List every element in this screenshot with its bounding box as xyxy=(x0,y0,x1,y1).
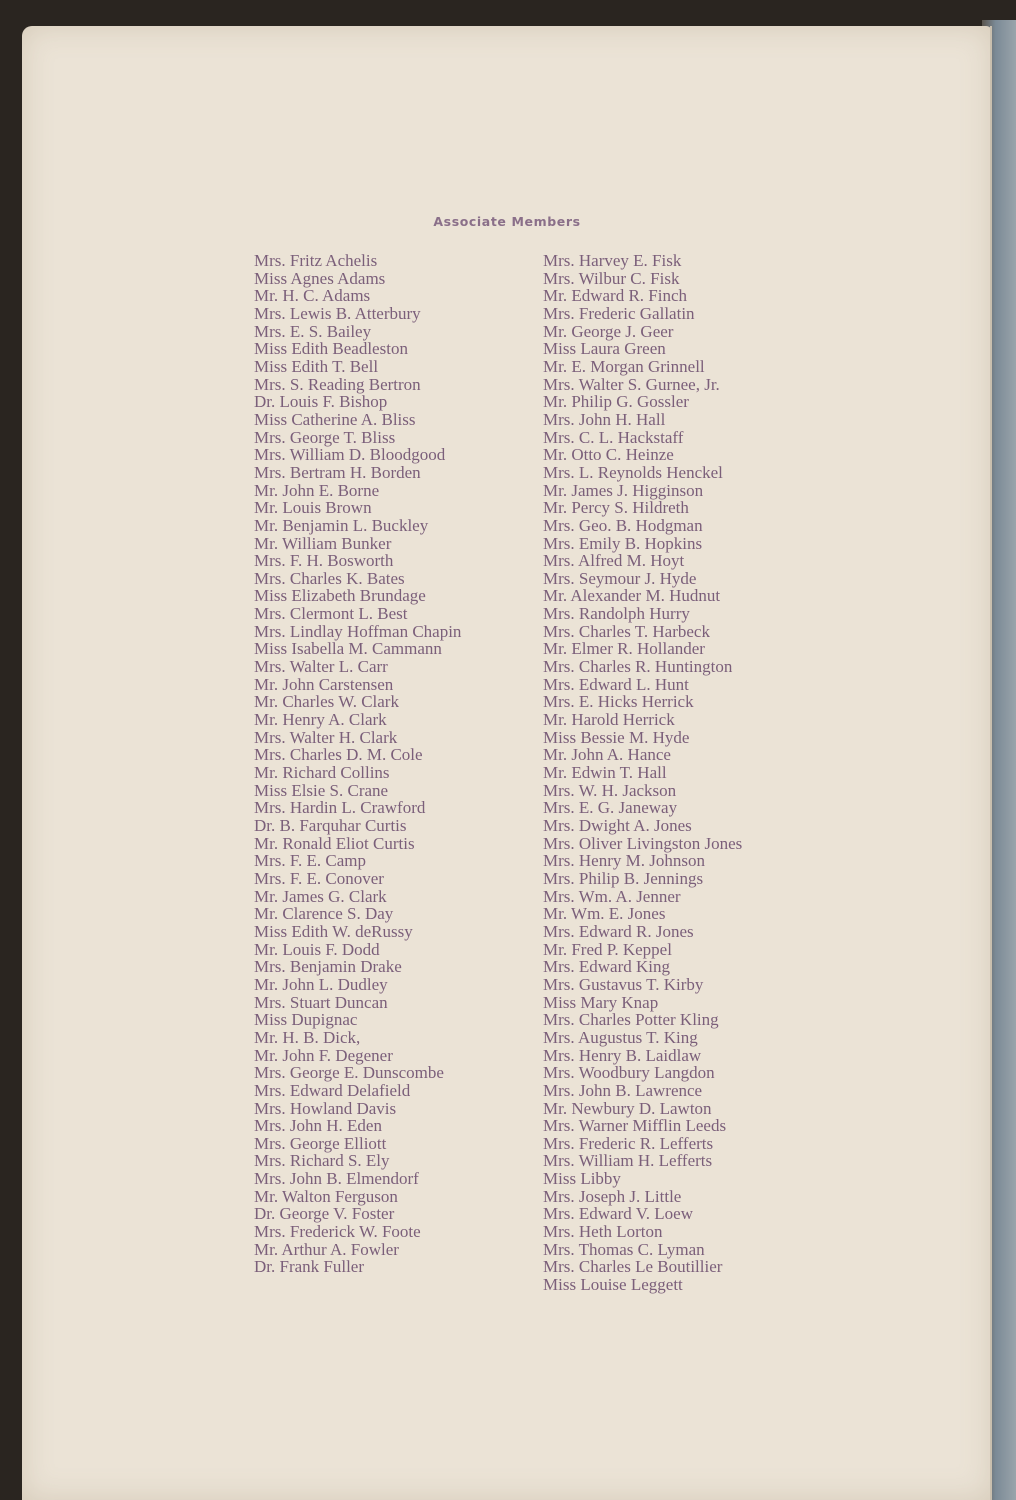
member-name: Mr. Clarence S. Day xyxy=(254,904,394,924)
member-name: Mrs. E. G. Janeway xyxy=(543,798,678,818)
member-name: Mrs. Charles Le Boutillier xyxy=(543,1257,723,1277)
member-name: Mrs. Dwight A. Jones xyxy=(543,816,692,835)
member-name: Mrs. Seymour J. Hyde xyxy=(543,568,697,588)
member-name: Mrs. Edward King xyxy=(543,957,671,977)
member-name: Mrs. C. L. Hackstaff xyxy=(543,427,684,447)
member-name: Mrs. George T. Bliss xyxy=(254,427,396,447)
member-name: Mrs. F. E. Conover xyxy=(254,868,384,888)
member-name: Miss Edith Beadleston xyxy=(254,339,408,359)
member-name: Mrs. Alfred M. Hoyt xyxy=(543,551,685,571)
member-name: Mr. George J. Geer xyxy=(543,321,674,341)
member-name: Mr. Percy S. Hildreth xyxy=(543,498,689,518)
member-name: Mrs. William D. Bloodgood xyxy=(254,445,446,465)
member-name: Mr. Arthur A. Fowler xyxy=(254,1239,399,1259)
left-member-column xyxy=(254,252,461,1276)
member-name: Miss Isabella M. Cammann xyxy=(254,639,442,659)
page-heading: Associate Members xyxy=(433,214,581,229)
member-name: Mr. Walton Ferguson xyxy=(254,1186,398,1206)
member-name: Mrs. Lindlay Hoffman Chapin xyxy=(254,621,462,641)
member-name: Mrs. Clermont L. Best xyxy=(254,604,408,624)
member-name: Mr. John E. Borne xyxy=(254,480,380,500)
member-name: Mr. E. Morgan Grinnell xyxy=(543,356,705,376)
member-name: Mrs. Charles D. M. Cole xyxy=(254,745,423,765)
member-name: Miss Agnes Adams xyxy=(254,268,386,288)
member-name: Mrs. John B. Elmendorf xyxy=(254,1169,419,1189)
member-name: Mrs. Edward L. Hunt xyxy=(543,674,689,694)
member-name: Mr. Charles W. Clark xyxy=(254,692,399,712)
member-name: Dr. George V. Foster xyxy=(254,1204,395,1224)
member-name: Mr. John A. Hance xyxy=(543,745,671,765)
member-name: Mrs. Charles R. Huntington xyxy=(543,657,733,677)
member-name: Mrs. Hardin L. Crawford xyxy=(254,798,426,818)
member-name: Mrs. Edward V. Loew xyxy=(543,1204,693,1224)
member-name: Mr. John L. Dudley xyxy=(254,974,388,994)
member-name: Mrs. Stuart Duncan xyxy=(254,992,388,1012)
member-name: Miss Edith T. Bell xyxy=(254,356,379,376)
member-name: Mrs. Warner Mifflin Leeds xyxy=(543,1116,727,1136)
member-name: Mrs. George Elliott xyxy=(254,1133,387,1153)
member-name: Mr. James J. Higginson xyxy=(543,480,704,500)
member-name: Mrs. Henry B. Laidlaw xyxy=(543,1045,702,1065)
member-name: Mrs. Charles Potter Kling xyxy=(543,1010,719,1030)
document-page xyxy=(22,26,992,1500)
member-name: Mrs. Charles K. Bates xyxy=(254,568,405,588)
member-name: Mrs. Joseph J. Little xyxy=(543,1186,682,1206)
member-name: Miss Edith W. deRussy xyxy=(254,921,413,941)
member-name: Mrs. F. H. Bosworth xyxy=(254,551,394,571)
page-fold xyxy=(990,26,992,1500)
member-name: Mr. William Bunker xyxy=(254,533,392,553)
member-name: Dr. B. Farquhar Curtis xyxy=(254,816,407,835)
member-name: Mrs. Fritz Achelis xyxy=(254,251,378,270)
member-name: Mrs. John H. Eden xyxy=(254,1116,382,1136)
member-name: Mrs. Philip B. Jennings xyxy=(543,868,704,888)
member-name: Mrs. William H. Lefferts xyxy=(543,1151,713,1171)
member-name: Mr. Alexander M. Hudnut xyxy=(543,586,721,606)
member-name: Mrs. F. E. Camp xyxy=(254,851,366,871)
member-name: Mrs. S. Reading Bertron xyxy=(254,374,421,394)
member-name: Mrs. Bertram H. Borden xyxy=(254,462,421,482)
member-name: Mr. Louis Brown xyxy=(254,498,372,518)
member-name: Mrs. Frederic Gallatin xyxy=(543,303,695,323)
member-name: Miss Dupignac xyxy=(254,1010,358,1030)
member-name: Mrs. Richard S. Ely xyxy=(254,1151,390,1171)
member-name: Mr. H. B. Dick, xyxy=(254,1027,361,1047)
member-name: Miss Libby xyxy=(543,1169,621,1189)
member-name: Mr. Harold Herrick xyxy=(543,710,675,730)
member-name: Mrs. Henry M. Johnson xyxy=(543,851,705,871)
member-name: Mr. Richard Collins xyxy=(254,763,390,783)
member-name: Mrs. Walter L. Carr xyxy=(254,657,388,677)
member-name: Mr. Ronald Eliot Curtis xyxy=(254,833,415,853)
member-name: Miss Elsie S. Crane xyxy=(254,780,389,800)
member-name: Dr. Frank Fuller xyxy=(254,1257,365,1277)
member-name: Mrs. Walter H. Clark xyxy=(254,727,398,747)
member-name: Mr. Benjamin L. Buckley xyxy=(254,515,429,535)
member-name: Miss Laura Green xyxy=(543,339,666,359)
member-name: Mrs. Randolph Hurry xyxy=(543,604,690,624)
member-name: Mrs. Gustavus T. Kirby xyxy=(543,974,704,994)
member-name: Miss Catherine A. Bliss xyxy=(254,409,416,429)
member-name: Mrs. Geo. B. Hodgman xyxy=(543,515,703,535)
member-name: Mr. Elmer R. Hollander xyxy=(543,639,705,659)
member-name: Mrs. E. S. Bailey xyxy=(254,321,372,341)
member-name: Mr. John F. Degener xyxy=(254,1045,393,1065)
member-name: Mrs. Harvey E. Fisk xyxy=(543,251,682,270)
member-name: Miss Louise Leggett xyxy=(543,1275,683,1295)
member-name: Mrs. Thomas C. Lyman xyxy=(543,1239,705,1259)
member-name: Miss Bessie M. Hyde xyxy=(543,727,690,747)
member-name: Mr. Louis F. Dodd xyxy=(254,939,380,959)
member-name: Mrs. George E. Dunscombe xyxy=(254,1063,444,1083)
member-name: Mrs. Augustus T. King xyxy=(543,1027,698,1047)
member-name: Miss Elizabeth Brundage xyxy=(254,586,426,606)
member-name: Mrs. Woodbury Langdon xyxy=(543,1063,715,1083)
member-name: Mrs. Frederic R. Lefferts xyxy=(543,1133,714,1153)
member-name: Mr. John Carstensen xyxy=(254,674,394,694)
member-name: Mrs. Oliver Livingston Jones xyxy=(543,833,743,853)
member-name: Mrs. Lewis B. Atterbury xyxy=(254,303,421,323)
member-name: Mrs. Benjamin Drake xyxy=(254,957,402,977)
member-name: Mrs. John B. Lawrence xyxy=(543,1080,703,1100)
member-name: Mrs. John H. Hall xyxy=(543,409,666,429)
member-name: Mr. H. C. Adams xyxy=(254,286,371,306)
member-name: Mr. Henry A. Clark xyxy=(254,710,387,730)
member-name: Mrs. L. Reynolds Henckel xyxy=(543,462,723,482)
member-name: Mrs. Charles T. Harbeck xyxy=(543,621,710,641)
right-member-column xyxy=(543,252,742,1294)
member-name: Miss Mary Knap xyxy=(543,992,659,1012)
member-name: Mrs. Edward Delafield xyxy=(254,1080,411,1100)
member-name: Mrs. W. H. Jackson xyxy=(543,780,677,800)
member-name: Mrs. Wilbur C. Fisk xyxy=(543,268,680,288)
member-name: Mr. Newbury D. Lawton xyxy=(543,1098,712,1118)
member-name: Mr. Otto C. Heinze xyxy=(543,445,674,465)
member-name: Mrs. Emily B. Hopkins xyxy=(543,533,703,553)
member-name: Mr. Fred P. Keppel xyxy=(543,939,672,959)
member-name: Dr. Louis F. Bishop xyxy=(254,392,388,412)
member-name: Mrs. Walter S. Gurnee, Jr. xyxy=(543,374,720,394)
member-name: Mrs. Howland Davis xyxy=(254,1098,397,1118)
member-name: Mrs. Wm. A. Jenner xyxy=(543,886,681,906)
member-name: Mrs. E. Hicks Herrick xyxy=(543,692,694,712)
member-name: Mrs. Frederick W. Foote xyxy=(254,1222,421,1242)
member-name: Mrs. Edward R. Jones xyxy=(543,921,694,941)
member-name: Mr. Edward R. Finch xyxy=(543,286,688,306)
member-name: Mrs. Heth Lorton xyxy=(543,1222,663,1242)
member-name: Mr. Edwin T. Hall xyxy=(543,763,667,783)
member-name: Mr. Philip G. Gossler xyxy=(543,392,689,412)
member-name: Mr. Wm. E. Jones xyxy=(543,904,666,924)
member-name: Mr. James G. Clark xyxy=(254,886,387,906)
